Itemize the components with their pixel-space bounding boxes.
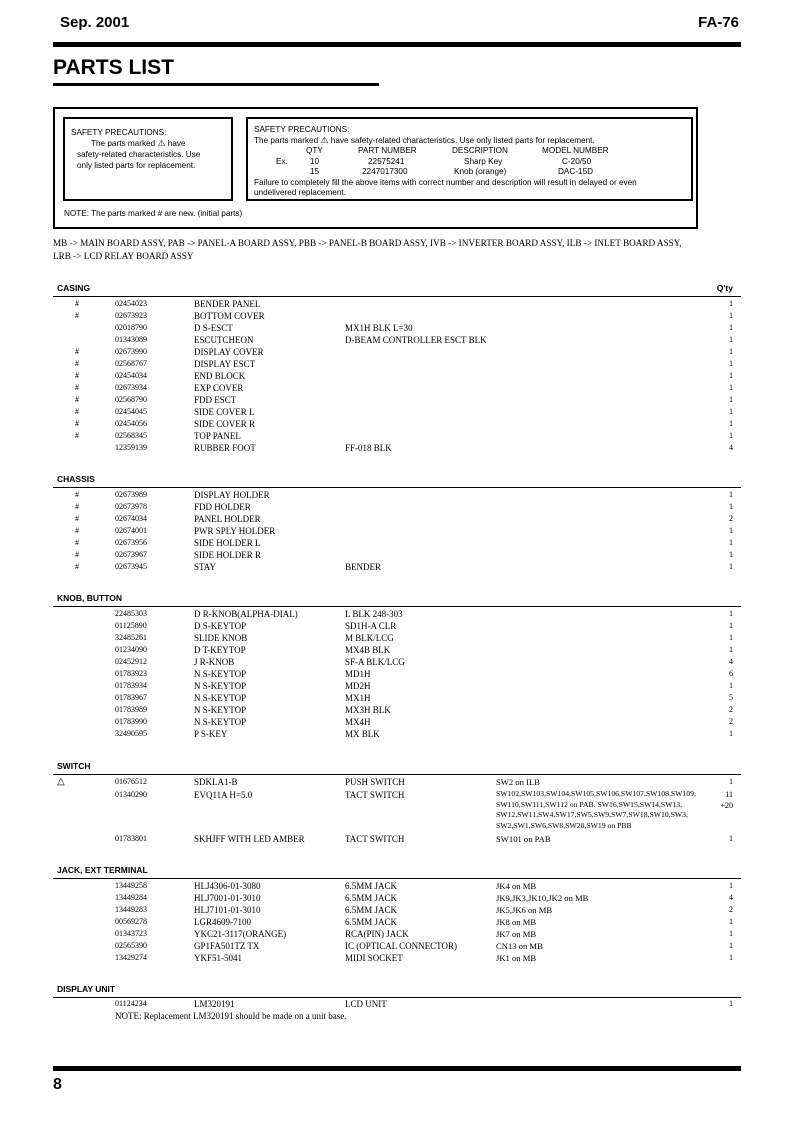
part-qty: 2 <box>729 905 733 914</box>
part-name: FDD ESCT <box>194 395 237 405</box>
switch-locations: SW102,SW103,SW104,SW105,SW106,SW107,SW108,SW109, SW110,SW111,SW112 on PAB. SW16,SW15,SW14,SW13, SW12,SW11,SW4,SW17,SW5,SW9,SW7,SW18,SW10,SW3, SW2,SW1,SW6,SW8,SW20,SW19 on PBB <box>496 789 696 830</box>
section-header <box>53 283 741 297</box>
section-title: CASING <box>57 283 91 293</box>
safety-b-warning-2: undelivered replacement. <box>254 188 346 197</box>
part-number: 13449283 <box>115 905 147 914</box>
safety-a-line1: The parts marked ⚠ have <box>91 138 186 148</box>
part-name: TOP PANEL <box>194 431 241 441</box>
part-name: N S-KEYTOP <box>194 717 247 727</box>
part-description: SF-A BLK/LCG <box>345 657 405 667</box>
part-name: J R-KNOB <box>194 657 235 667</box>
header-model: FA-76 <box>698 14 739 31</box>
table-row <box>53 904 741 916</box>
part-number: 02454023 <box>115 299 147 308</box>
new-part-mark: # <box>75 419 79 428</box>
part-qty: 1 <box>729 929 733 938</box>
part-number: 02454045 <box>115 407 147 416</box>
part-name: END BLOCK <box>194 371 246 381</box>
example-header-row: QTY PART NUMBER DESCRIPTION MODEL NUMBER <box>306 146 609 155</box>
table-row <box>53 394 741 406</box>
part-qty: 1 <box>729 371 733 380</box>
table-row <box>53 928 741 940</box>
part-qty: 1 <box>729 917 733 926</box>
qty-column-header: Q'ty <box>716 283 733 293</box>
part-name: SLIDE KNOB <box>194 633 248 643</box>
part-number: 02673978 <box>115 502 147 511</box>
section-chassis <box>53 474 741 573</box>
part-description: BENDER <box>345 562 381 572</box>
table-row: 01783801 SKHJFF WITH LED AMBER TACT SWITCH SW101 on PAB 1 <box>115 834 733 844</box>
part-description: MX4H <box>345 717 371 727</box>
part-number: 02674001 <box>115 526 147 535</box>
part-name: EXP COVER <box>194 383 244 393</box>
part-qty: 2 <box>729 705 733 714</box>
part-qty: 1 <box>729 335 733 344</box>
part-name: DISPLAY HOLDER <box>194 490 270 500</box>
part-name: DISPLAY COVER <box>194 347 264 357</box>
safety-b-line1: The parts marked ⚠ have safety-related characteristics. Use only listed parts for replacement. <box>254 134 595 145</box>
part-description: MX4B BLK <box>345 645 391 655</box>
part-name: D S-ESCT <box>194 323 233 333</box>
table-row <box>53 442 741 454</box>
example-row-1: Ex. 10 22575241 Sharp Key C-20/50 <box>276 156 592 166</box>
part-qty: 1 <box>729 395 733 404</box>
section-title: KNOB, BUTTON <box>57 593 123 603</box>
part-qty: 6 <box>729 669 733 678</box>
new-part-mark: # <box>75 526 79 535</box>
safety-a-line2: safety-related characteristics. Use <box>77 150 201 159</box>
table-row <box>53 644 741 656</box>
new-part-mark: # <box>75 299 79 308</box>
part-number: 02673956 <box>115 538 147 547</box>
safety-b-warning-1: Failure to completely fill the above items with correct number and description will result in delayed or even <box>254 177 637 187</box>
section-jack <box>53 865 741 964</box>
table-row <box>53 406 741 418</box>
part-description: M BLK/LCG <box>345 633 394 643</box>
table-row <box>53 334 741 346</box>
part-number: 00569278 <box>115 917 147 926</box>
safety-a-title: SAFETY PRECAUTIONS: <box>71 128 167 137</box>
part-qty: 1 <box>729 311 733 320</box>
part-remark: JK7 on MB <box>496 929 537 939</box>
part-qty: 5 <box>729 693 733 702</box>
table-row <box>53 620 741 632</box>
table-row <box>53 704 741 716</box>
part-number: 02673934 <box>115 383 147 392</box>
part-name: N S-KEYTOP <box>194 693 247 703</box>
part-qty: 1 <box>729 299 733 308</box>
part-description: MIDI SOCKET <box>345 953 403 963</box>
title-underline <box>53 83 379 86</box>
part-qty: 1 <box>729 359 733 368</box>
section-header <box>53 474 741 488</box>
page-number: 8 <box>53 1076 62 1093</box>
part-name: SIDE HOLDER L <box>194 538 261 548</box>
new-parts-note: NOTE: The parts marked # are new. (initial parts) <box>64 209 243 218</box>
footer-rule <box>53 1066 741 1071</box>
section-display-unit <box>53 984 741 1022</box>
part-description: L BLK 248-303 <box>345 609 403 619</box>
part-qty: 1 <box>729 645 733 654</box>
part-name: YKC21-3117(ORANGE) <box>194 929 287 939</box>
table-row: 01340290 EVQ11A H=5.0 TACT SWITCH SW102,SW103,SW104,SW105,SW106,SW107,SW108,SW109, SW110,SW111,SW112 on PAB. SW16,SW15,SW14,SW13, SW12,SW11,SW4,SW17,SW5,SW9,SW7,SW18,SW10,SW3, SW2,SW1,SW6,SW8,SW20,SW19 on PBB 11 +20 <box>115 789 733 830</box>
table-row <box>53 358 741 370</box>
part-number: 13449284 <box>115 893 147 902</box>
part-qty: 1 <box>729 550 733 559</box>
part-number: 02674034 <box>115 514 147 523</box>
part-name: FDD HOLDER <box>194 502 251 512</box>
table-row <box>53 430 741 442</box>
part-name: N S-KEYTOP <box>194 705 247 715</box>
part-qty: 4 <box>729 657 733 666</box>
table-row <box>53 322 741 334</box>
part-qty: 1 <box>729 502 733 511</box>
table-row <box>53 940 741 952</box>
part-qty: 1 <box>729 633 733 642</box>
part-qty: 1 <box>729 419 733 428</box>
header-date: Sep. 2001 <box>60 14 130 31</box>
part-number: 01783989 <box>115 705 147 714</box>
part-name: N S-KEYTOP <box>194 681 247 691</box>
new-part-mark: # <box>75 562 79 571</box>
new-part-mark: # <box>75 311 79 320</box>
safety-a-line3: only listed parts for replacement. <box>77 161 196 170</box>
new-part-mark: # <box>75 371 79 380</box>
part-number: 02673967 <box>115 550 147 559</box>
part-number: 01234090 <box>115 645 147 654</box>
part-description: RCA(PIN) JACK <box>345 929 409 939</box>
part-number: 02673923 <box>115 311 147 320</box>
board-abbreviations: MB -> MAIN BOARD ASSY, PAB -> PANEL-A BOARD ASSY, PBB -> PANEL-B BOARD ASSY, IVB -> INVERTER BOARD ASSY, ILB -> INLET BOARD ASSY, LRB -> LCD RELAY BOARD ASSY <box>53 238 682 261</box>
page-title: PARTS LIST <box>53 56 174 79</box>
part-description: 6.5MM JACK <box>345 893 398 903</box>
part-name: LGR4609-7100 <box>194 917 251 927</box>
table-row <box>53 537 741 549</box>
part-number: 13449258 <box>115 881 147 890</box>
part-description: MX1H BLK L=30 <box>345 323 413 333</box>
new-part-mark: # <box>75 347 79 356</box>
table-row <box>53 501 741 513</box>
table-row <box>53 656 741 668</box>
table-row <box>53 680 741 692</box>
part-qty: 1 <box>729 526 733 535</box>
part-name: GP1FA501TZ TX <box>194 941 260 951</box>
part-name: BENDER PANEL <box>194 299 261 309</box>
part-remark: CN13 on MB <box>496 941 543 951</box>
part-qty: 1 <box>729 881 733 890</box>
part-number: 01783967 <box>115 693 147 702</box>
part-name: D S-KEYTOP <box>194 621 247 631</box>
part-number: 02673945 <box>115 562 147 571</box>
part-name: STAY <box>194 562 216 572</box>
jack-rows <box>53 880 741 964</box>
table-row <box>53 513 741 525</box>
table-row: 01124234 LM320191 LCD UNIT 1 <box>115 999 733 1009</box>
part-number: 32490595 <box>115 729 147 738</box>
section-title: DISPLAY UNIT <box>57 984 116 994</box>
table-row <box>53 728 741 740</box>
new-part-mark: # <box>75 431 79 440</box>
part-name: HLJ4306-01-3080 <box>194 881 261 891</box>
table-row <box>53 716 741 728</box>
chassis-rows <box>53 489 741 573</box>
safety-box-short <box>63 117 233 201</box>
part-name: SIDE HOLDER R <box>194 550 261 560</box>
new-part-mark: # <box>75 550 79 559</box>
part-name: ESCUTCHEON <box>194 335 254 345</box>
table-row <box>53 880 741 892</box>
part-name: N S-KEYTOP <box>194 669 247 679</box>
part-name: RUBBER FOOT <box>194 443 256 453</box>
safety-precautions-box <box>53 107 698 229</box>
table-row <box>53 310 741 322</box>
part-name: YKF51-5041 <box>194 953 243 963</box>
table-row <box>53 632 741 644</box>
part-qty: 1 <box>729 407 733 416</box>
table-row <box>53 916 741 928</box>
part-qty: 2 <box>729 514 733 523</box>
section-title: CHASSIS <box>57 474 95 484</box>
section-header <box>53 865 741 879</box>
part-remark: JK4 on MB <box>496 881 537 891</box>
part-description: IC (OPTICAL CONNECTOR) <box>345 941 457 951</box>
part-name: DISPLAY ESCT <box>194 359 256 369</box>
part-number: 02568790 <box>115 395 147 404</box>
safety-b-title: SAFETY PRECAUTIONS: <box>254 125 350 134</box>
table-row <box>53 525 741 537</box>
part-number: 02673989 <box>115 490 147 499</box>
part-qty: 1 <box>729 609 733 618</box>
new-part-mark: # <box>75 490 79 499</box>
part-description: MD2H <box>345 681 371 691</box>
part-qty: 1 <box>729 490 733 499</box>
part-qty: 1 <box>729 729 733 738</box>
part-number: 01125890 <box>115 621 147 630</box>
part-name: HLJ7101-01-3010 <box>194 905 261 915</box>
part-number: 01783923 <box>115 669 147 678</box>
part-number: 02568345 <box>115 431 147 440</box>
part-name: SIDE COVER L <box>194 407 255 417</box>
casing-rows <box>53 298 741 454</box>
knob-rows <box>53 608 741 740</box>
table-row <box>53 382 741 394</box>
part-qty: 1 <box>729 953 733 962</box>
new-part-mark: # <box>75 514 79 523</box>
replacement-note: NOTE: Replacement LM320191 should be made on a unit base. <box>115 1011 347 1021</box>
part-description: 6.5MM JACK <box>345 881 398 891</box>
part-description: D-BEAM CONTROLLER ESCT BLK <box>345 335 487 345</box>
part-remark: JK9,JK3,JK10,JK2 on MB <box>496 893 589 903</box>
part-description: SD1H-A CLR <box>345 621 397 631</box>
part-name: SIDE COVER R <box>194 419 256 429</box>
table-row <box>53 346 741 358</box>
safety-triangle-icon: △ <box>57 776 65 787</box>
table-row <box>53 418 741 430</box>
new-part-mark: # <box>75 383 79 392</box>
section-knob-button <box>53 593 741 740</box>
table-row <box>53 298 741 310</box>
section-header <box>53 593 741 607</box>
part-qty: 1 <box>729 941 733 950</box>
part-remark: JK8 on MB <box>496 917 537 927</box>
part-number: 32485261 <box>115 633 147 642</box>
table-row <box>53 489 741 501</box>
part-description: MD1H <box>345 669 371 679</box>
part-number: 01343089 <box>115 335 147 344</box>
section-title: JACK, EXT TERMINAL <box>57 865 148 875</box>
table-row <box>53 549 741 561</box>
new-part-mark: # <box>75 538 79 547</box>
table-row <box>53 608 741 620</box>
warning-triangle-icon: ⚠ <box>320 134 329 145</box>
part-remark: JK1 on MB <box>496 953 537 963</box>
part-number: 12359139 <box>115 443 147 452</box>
table-row <box>53 692 741 704</box>
part-qty: 4 <box>729 443 733 452</box>
part-name: HLJ7001-01-3010 <box>194 893 261 903</box>
part-description: 6.5MM JACK <box>345 905 398 915</box>
part-number: 02673990 <box>115 347 147 356</box>
table-row <box>53 892 741 904</box>
part-number: 22485303 <box>115 609 147 618</box>
part-number: 01343723 <box>115 929 147 938</box>
table-row <box>53 561 741 573</box>
part-qty: 1 <box>729 538 733 547</box>
part-qty: 1 <box>729 383 733 392</box>
new-part-mark: # <box>75 502 79 511</box>
new-part-mark: # <box>75 395 79 404</box>
section-header <box>53 984 741 998</box>
part-number: 02018790 <box>115 323 147 332</box>
part-qty: 1 <box>729 681 733 690</box>
section-casing <box>53 283 741 454</box>
part-qty: 2 <box>729 717 733 726</box>
part-qty: 4 <box>729 893 733 902</box>
part-description: 6.5MM JACK <box>345 917 398 927</box>
part-qty: 1 <box>729 323 733 332</box>
part-number: 02452912 <box>115 657 147 666</box>
part-qty: 1 <box>729 431 733 440</box>
table-row <box>53 952 741 964</box>
part-description: FF-018 BLK <box>345 443 392 453</box>
part-name: PWR SPLY HOLDER <box>194 526 276 536</box>
new-part-mark: # <box>75 359 79 368</box>
safety-box-long <box>246 117 693 201</box>
part-name: PANEL HOLDER <box>194 514 261 524</box>
warning-triangle-icon: ⚠ <box>157 138 166 148</box>
part-number: 02454034 <box>115 371 147 380</box>
part-description: MX BLK <box>345 729 380 739</box>
table-row <box>53 370 741 382</box>
part-name: BOTTOM COVER <box>194 311 265 321</box>
part-qty: 1 <box>729 347 733 356</box>
part-qty: 1 <box>729 621 733 630</box>
part-number: 02568767 <box>115 359 147 368</box>
part-name: P S-KEY <box>194 729 228 739</box>
part-name: D R-KNOB(ALPHA-DIAL) <box>194 609 298 619</box>
part-remark: JK5,JK6 on MB <box>496 905 553 915</box>
part-number: 02565390 <box>115 941 147 950</box>
part-number: 02454056 <box>115 419 147 428</box>
part-name: D T-KEYTOP <box>194 645 246 655</box>
part-number: 01783990 <box>115 717 147 726</box>
table-row: △ 01676512 SDKLA1-B PUSH SWITCH SW2 on ILB 1 <box>57 776 733 787</box>
part-description: MX3H BLK <box>345 705 391 715</box>
section-title: SWITCH <box>57 761 91 771</box>
example-row-2: 15 2247017300 Knob (orange) DAC-15D <box>310 167 594 176</box>
part-number: 01783934 <box>115 681 147 690</box>
header-rule <box>53 42 741 47</box>
section-header <box>53 761 741 775</box>
part-number: 13429274 <box>115 953 147 962</box>
section-switch <box>53 761 741 845</box>
part-description: MX1H <box>345 693 371 703</box>
table-row <box>53 668 741 680</box>
new-part-mark: # <box>75 407 79 416</box>
part-qty: 1 <box>729 562 733 571</box>
